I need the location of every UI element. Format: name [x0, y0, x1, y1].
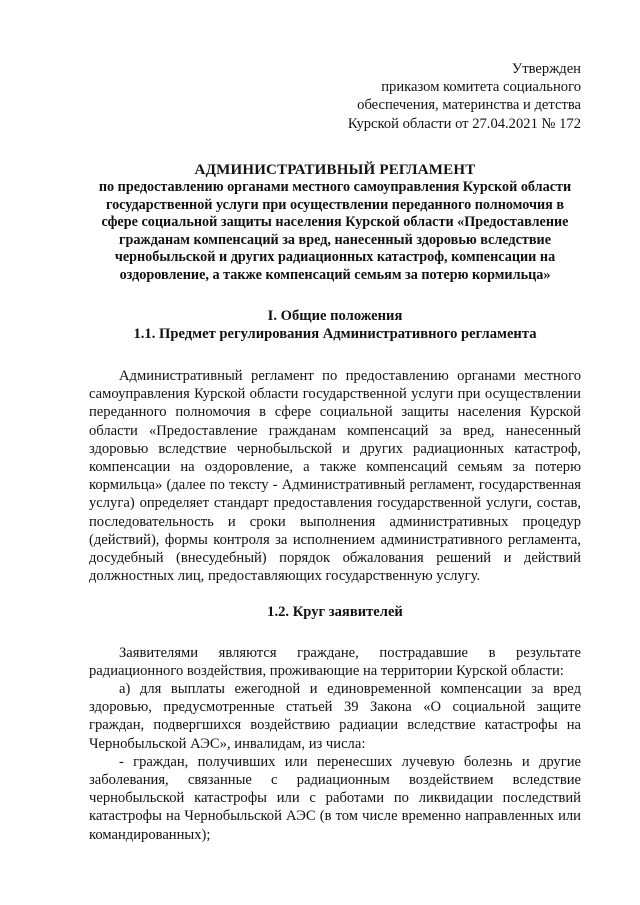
title-block [89, 161, 581, 285]
section-1-1-paragraph: Административный регламент по предоставлению органами местного самоуправления Курской области государственной услуги при осуществлении переданного полномочия в сфере социальной защиты населения Курской области «Предоставление гражданам компенсаций за вред, нанесенный здоровью вследствие чернобыльской и других радиационных катастроф, компенсации на оздоровление, а также компенсаций семьям за потерю кормильца» (далее по тексту - Административный регламент, государственная услуга) определяет стандарт предоставления государственной услуги, состав, последовательность и сроки выполнения административных процедур (действий), формы контроля за исполнением административного регламента, досудебный (внесудебный) порядок обжалования решений и действий должностных лиц, предоставляющих государственную услугу. [89, 367, 581, 585]
approval-line-3: обеспечения, материнства и детства [357, 97, 581, 114]
approval-block [89, 60, 581, 133]
document-subtitle: по предоставлению органами местного самоуправления Курской области государственной услуги при осуществлении переданного полномочия в сфере социальной защиты населения Курской области «Предоставление гражданам компенсаций за вред, нанесенный здоровью вследствие чернобыльской и других радиационных катастроф, компенсации на оздоровление, а также компенсаций семьям за потерю кормильца» [98, 179, 572, 283]
section-1-2-item-dash: - граждан, получивших или перенесших лучевую болезнь и другие заболевания, связанные с радиационным воздействием вследствие чернобыльской катастрофы или с работами по ликвидации последствий катастрофы на Чернобыльской АЭС (в том числе временно направленных или командированных); [89, 753, 581, 843]
approval-line-2: приказом комитета социального [381, 79, 581, 96]
section-1-heading-block [89, 307, 581, 343]
document-title: АДМИНИСТРАТИВНЫЙ РЕГЛАМЕНТ [194, 161, 476, 178]
section-1-heading: I. Общие положения [267, 307, 403, 324]
section-1-2-item-a: а) для выплаты ежегодной и единовременной компенсации за вред здоровью, предусмотренные статьей 39 Закона «О социальной защите граждан, подвергшихся воздействию радиации вследствие катастрофы на Чернобыльской АЭС», инвалидам, из числа: [89, 681, 581, 752]
approval-line-1: Утвержден [511, 61, 581, 77]
section-1-2-intro: Заявителями являются граждане, пострадавшие в результате радиационного воздействия, проживающие на территории Курской области: [89, 644, 581, 679]
approval-line-4: Курской области от 27.04.2021 № 172 [347, 115, 581, 132]
section-1-2-heading: 1.2. Круг заявителей [267, 604, 403, 621]
section-1-1-heading: 1.1. Предмет регулирования Административного регламента [133, 325, 537, 342]
